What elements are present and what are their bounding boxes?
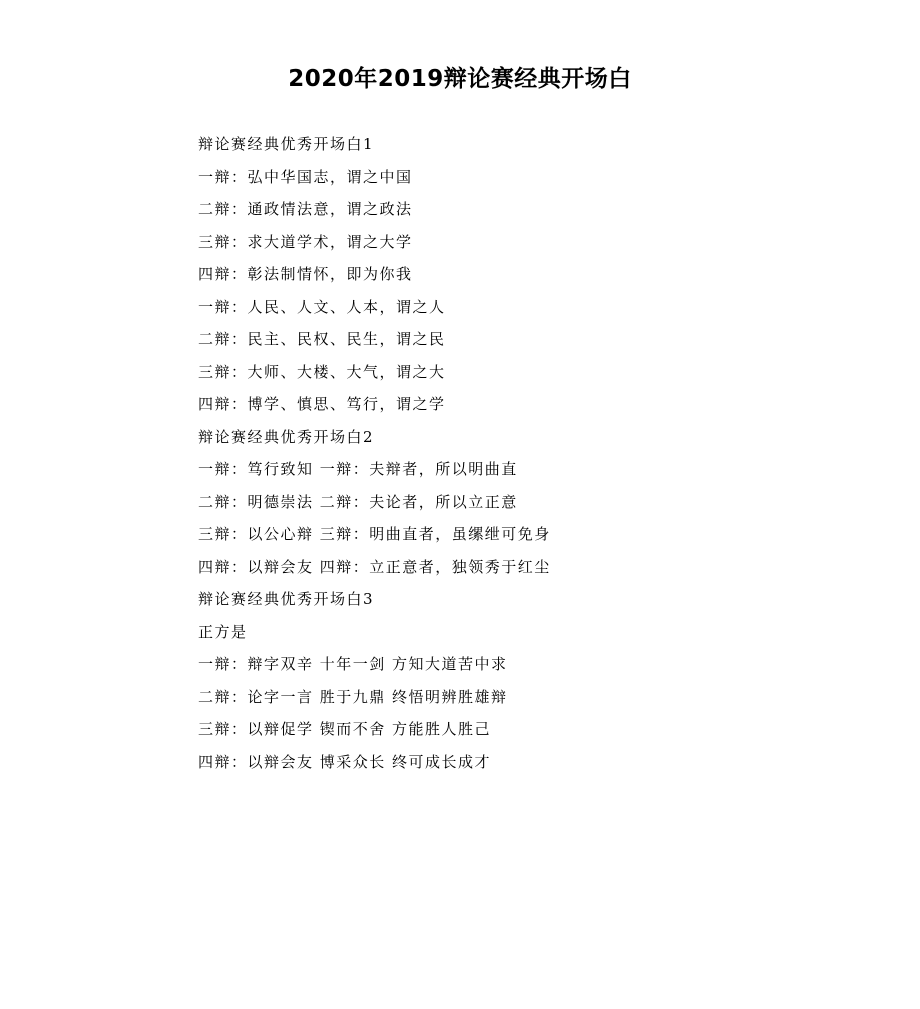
text-line: 四辩：以辩会友 博采众长 终可成长成才 bbox=[198, 752, 492, 771]
section-heading-2: 辩论赛经典优秀开场白2 bbox=[198, 427, 375, 446]
text-line: 三辩：以辩促学 锲而不舍 方能胜人胜己 bbox=[198, 720, 492, 738]
text-line: 二辩：通政情法意，谓之政法 bbox=[198, 200, 413, 218]
text-line: 一辩：弘中华国志，谓之中国 bbox=[198, 167, 413, 186]
text-line: 一辩：人民、人文、人本，谓之人 bbox=[198, 297, 446, 316]
document-body bbox=[198, 128, 838, 778]
text-line: 二辩：论字一言 胜于九鼎 终悟明辨胜雄辩 bbox=[198, 687, 508, 706]
text-line: 二辩：明德崇法 二辩：夫论者，所以立正意 bbox=[198, 492, 518, 511]
text-line: 正方是 bbox=[198, 622, 248, 641]
text-line: 一辩：笃行致知 一辩：夫辩者，所以明曲直 bbox=[198, 460, 518, 478]
text-line: 一辩：辩字双辛 十年一剑 方知大道苦中求 bbox=[198, 655, 508, 673]
section-heading-3: 辩论赛经典优秀开场白3 bbox=[198, 590, 375, 608]
section-heading-1: 辩论赛经典优秀开场白1 bbox=[198, 135, 375, 153]
text-line: 二辩：民主、民权、民生，谓之民 bbox=[198, 330, 446, 348]
text-line: 四辩：彰法制情怀，即为你我 bbox=[198, 265, 413, 283]
text-line: 三辩：以公心辩 三辩：明曲直者，虽缧绁可免身 bbox=[198, 525, 551, 543]
text-line: 三辩：大师、大楼、大气，谓之大 bbox=[198, 362, 446, 381]
text-line: 四辩：博学、慎思、笃行，谓之学 bbox=[198, 395, 446, 413]
document-title: 2020年2019辩论赛经典开场白 bbox=[288, 66, 632, 92]
text-line: 三辩：求大道学术，谓之大学 bbox=[198, 232, 413, 251]
text-line: 四辩：以辩会友 四辩：立正意者，独领秀于红尘 bbox=[198, 557, 551, 576]
